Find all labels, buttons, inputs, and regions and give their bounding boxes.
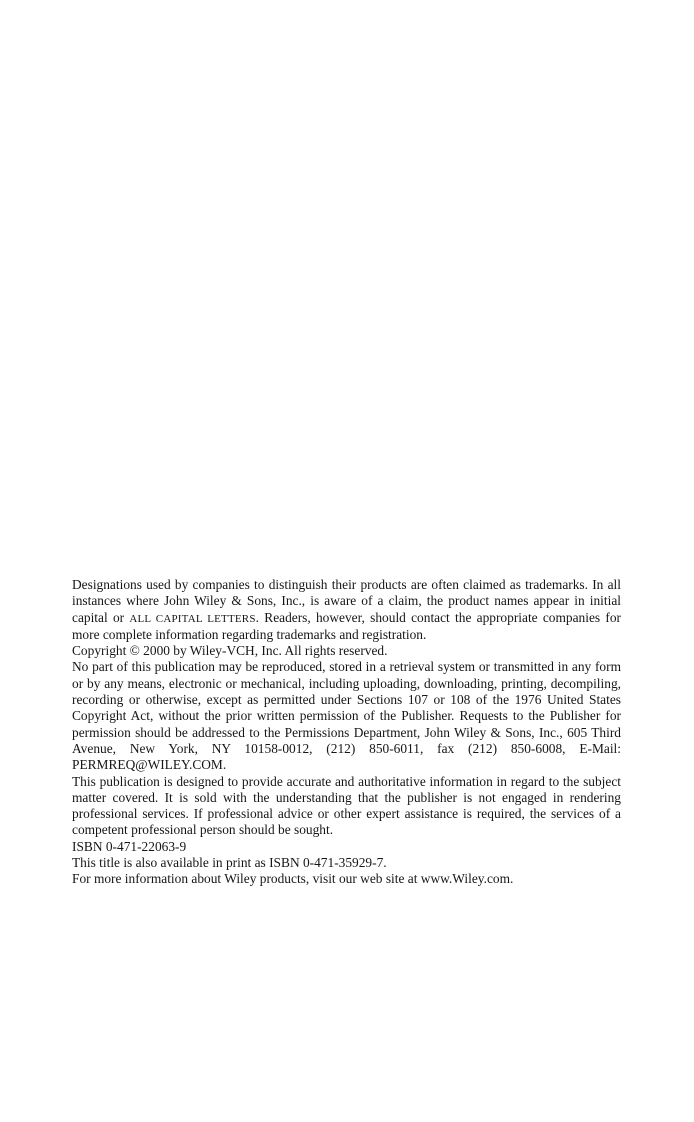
copyright-text-block <box>72 577 621 888</box>
isbn-line: ISBN 0-471-22063-9 <box>72 838 187 854</box>
trademark-notice <box>72 577 621 643</box>
copyright-line: Copyright © 2000 by Wiley-VCH, Inc. All rights reserved. <box>72 643 388 659</box>
permissions-notice: No part of this publication may be reproduced, stored in a retrieval system or transmitted in any form or by any means, electronic or mechanical, including uploading, downloading, printing, decompiling, recording or otherwise, except as permitted under Sections 107 or 108 of the 1976 United States Copyright Act, without the prior written permission of the Publisher. Requests to the Publisher for permission should be addressed to the Permissions Department, John Wiley & Sons, Inc., 605 Third Avenue, New York, NY 10158-0012, (212) 850-6011, fax (212) 850-6008, E-Mail: PERMREQ@WILEY.COM. <box>72 659 621 773</box>
trademark-notice-smallcaps: ALL CAPITAL LETTERS <box>129 612 256 625</box>
print-isbn-line: This title is also available in print as ISBN 0-471-35929-7. <box>72 855 387 871</box>
website-line: For more information about Wiley products, visit our web site at www.Wiley.com. <box>72 871 514 887</box>
disclaimer: This publication is designed to provide accurate and authoritative information in regard to the subject matter covered. It is sold with the understanding that the publisher is not engaged in rendering professional services. If professional advice or other expert assistance is required, the services of a competent professional person should be sought. <box>72 773 621 838</box>
trademark-notice-after: . Readers, however, should contact the appropriate companies for more complete information regarding trademarks and registration. <box>72 609 621 642</box>
trademark-notice-before: Designations used by companies to distinguish their products are often claimed as trademarks. In all instances where John Wiley & Sons, Inc., is aware of a claim, the product names appear in initial capital or <box>72 577 621 625</box>
